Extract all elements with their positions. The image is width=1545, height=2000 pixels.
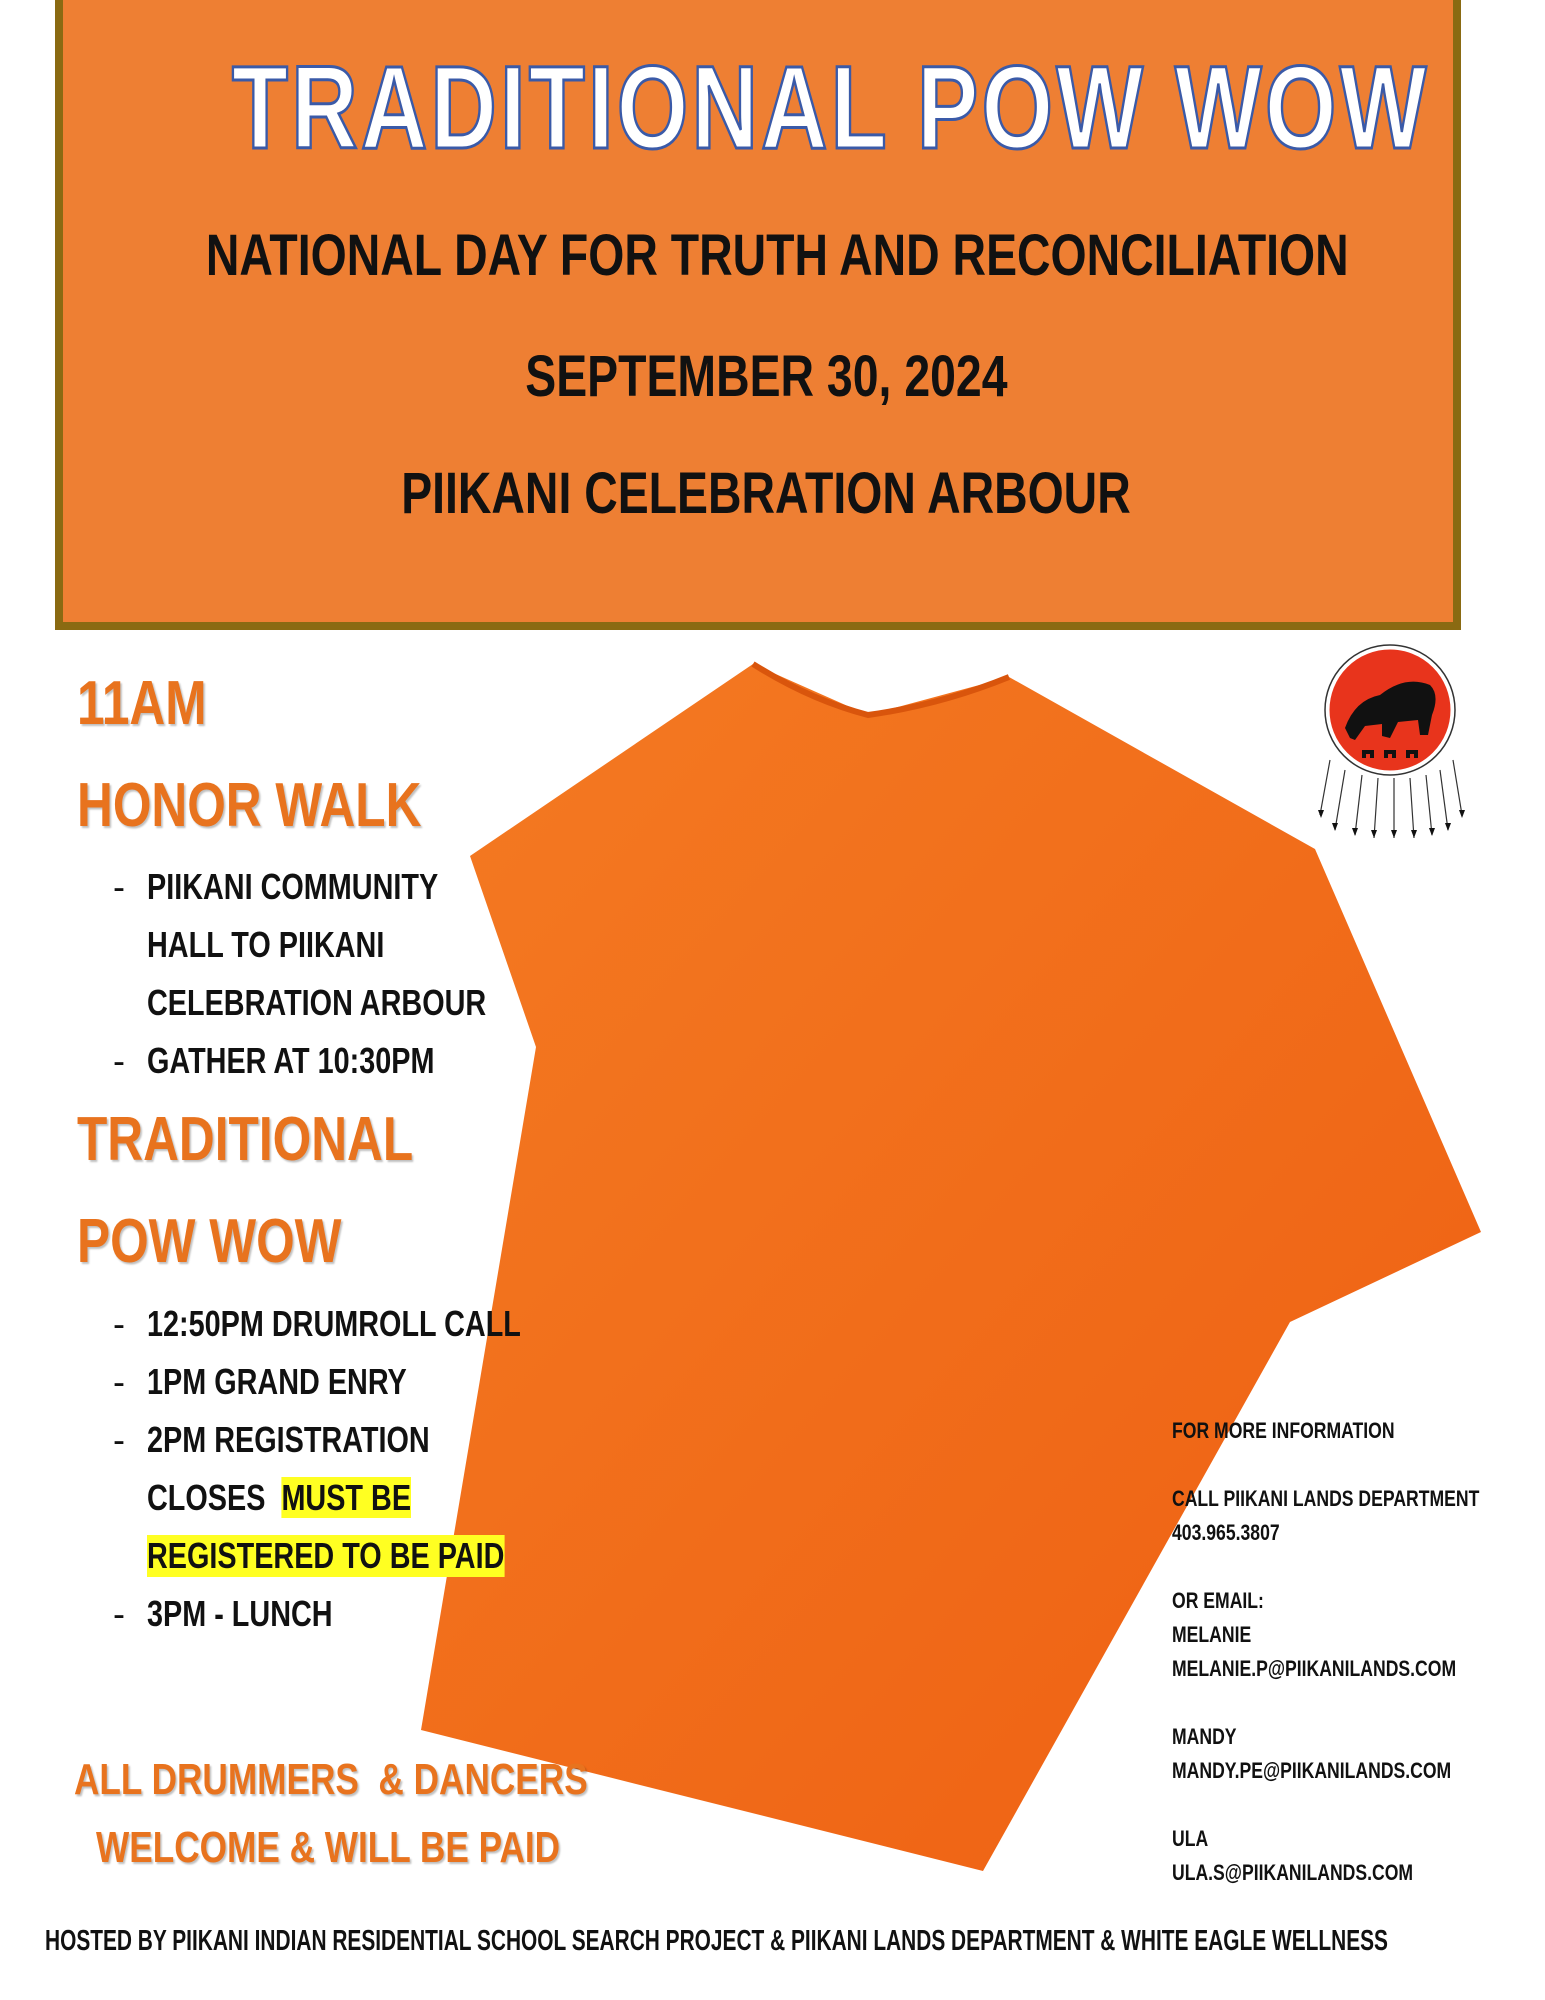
contact-call: CALL PIIKANI LANDS DEPARTMENT: [1172, 1486, 1480, 1511]
contact-name: ULA: [1172, 1826, 1209, 1851]
honor-walk-heading: HONOR WALK: [77, 771, 422, 840]
event-date: SEPTEMBER 30, 2024: [524, 344, 1008, 409]
bullet-dash: -: [113, 1303, 125, 1344]
contact-phone[interactable]: 403.965.3807: [1172, 1520, 1280, 1545]
highlight-must-be: MUST BE: [281, 1477, 412, 1518]
contact-name: MELANIE: [1172, 1622, 1252, 1647]
piikani-logo: [1310, 640, 1470, 840]
powwow-heading-line2: POW WOW: [77, 1207, 342, 1276]
list-item: GATHER AT 10:30PM: [147, 1040, 435, 1081]
event-location: PIIKANI CELEBRATION ARBOUR: [401, 461, 1131, 526]
event-title: TRADITIONAL POW WOW: [231, 42, 1430, 174]
bullet-dash: -: [113, 1419, 125, 1460]
bullet-dash: -: [113, 1593, 125, 1634]
contact-name: MANDY: [1172, 1724, 1237, 1749]
event-subtitle: NATIONAL DAY FOR TRUTH AND RECONCILIATION: [205, 223, 1349, 288]
contact-heading: FOR MORE INFORMATION: [1172, 1418, 1395, 1443]
powwow-heading-line1: TRADITIONAL: [77, 1105, 414, 1174]
contact-email-label: OR EMAIL:: [1172, 1588, 1264, 1613]
list-item: 2PM REGISTRATION: [147, 1419, 430, 1460]
welcome-line2: WELCOME & WILL BE PAID: [96, 1823, 561, 1872]
powwow-list: [113, 1303, 533, 1651]
list-item: CELEBRATION ARBOUR: [147, 982, 487, 1023]
list-item: HALL TO PIIKANI: [147, 924, 385, 965]
bullet-dash: -: [113, 1361, 125, 1402]
list-item: 12:50PM DRUMROLL CALL: [147, 1303, 521, 1344]
list-item: [147, 1477, 411, 1519]
list-item: PIIKANI COMMUNITY: [147, 866, 439, 907]
hosted-by-footer: HOSTED BY PIIKANI INDIAN RESIDENTIAL SCHOOL SEARCH PROJECT & PIIKANI LANDS DEPARTMENT & WHITE EAGLE WELLNESS: [45, 1925, 1388, 1957]
contact-email[interactable]: ULA.S@PIIKANILANDS.COM: [1172, 1860, 1414, 1885]
welcome-line1: ALL DRUMMERS & DANCERS: [74, 1755, 588, 1804]
honor-walk-list: [113, 866, 513, 1098]
closes-text: CLOSES: [147, 1477, 266, 1518]
contact-info: [1172, 1418, 1545, 1894]
list-item: 1PM GRAND ENRY: [147, 1361, 407, 1402]
bullet-dash: -: [113, 1040, 125, 1081]
list-item: 3PM - LUNCH: [147, 1593, 333, 1634]
start-time: 11AM: [77, 669, 207, 738]
bullet-dash: -: [113, 866, 125, 907]
contact-email[interactable]: MELANIE.P@PIIKANILANDS.COM: [1172, 1656, 1457, 1681]
header-banner: [55, 0, 1461, 630]
highlight-registered: REGISTERED TO BE PAID: [147, 1535, 505, 1576]
contact-email[interactable]: MANDY.PE@PIIKANILANDS.COM: [1172, 1758, 1452, 1783]
